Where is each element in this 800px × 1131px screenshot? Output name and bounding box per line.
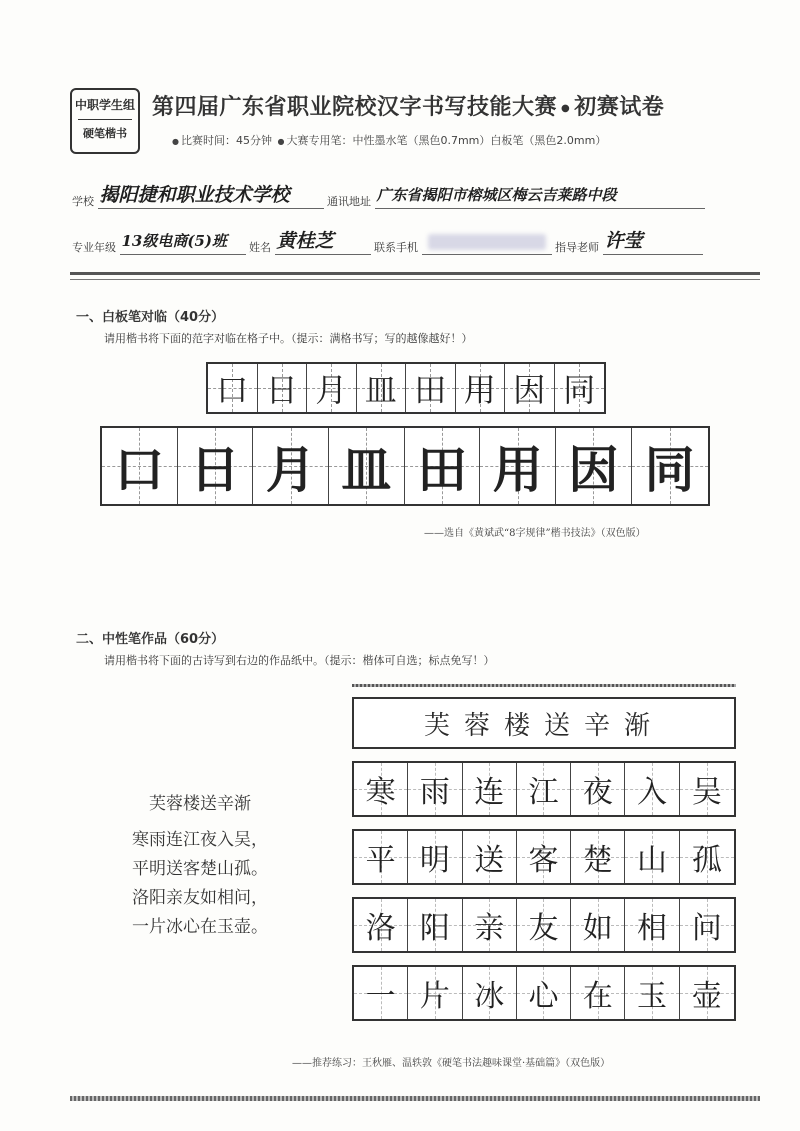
major-label: 专业年级 bbox=[72, 241, 116, 254]
form-row-student bbox=[72, 228, 703, 255]
paper-cell[interactable]: 入 bbox=[625, 763, 679, 815]
practice-char-cell[interactable]: 月 bbox=[253, 428, 329, 504]
practice-char-grid bbox=[100, 426, 710, 506]
paper-cell[interactable]: 寒 bbox=[354, 763, 408, 815]
paper-cell[interactable]: 吴 bbox=[680, 763, 734, 815]
badge-group-label: 中职学生组 bbox=[74, 98, 135, 112]
poem-title: 芙蓉楼送辛渐 bbox=[149, 794, 251, 814]
section1-heading: 一、白板笔对临（40分） bbox=[76, 310, 225, 325]
paper-cell[interactable]: 亲 bbox=[463, 899, 517, 951]
practice-char-cell[interactable]: 用 bbox=[480, 428, 556, 504]
paper-title[interactable]: 芙蓉楼送辛渐 bbox=[352, 697, 736, 749]
title-dot-icon: ● bbox=[561, 102, 571, 114]
model-char-cell: 日 bbox=[258, 364, 308, 412]
school-label: 学校 bbox=[72, 195, 94, 208]
model-char-cell: 因 bbox=[505, 364, 555, 412]
bullet-icon: ● bbox=[172, 137, 179, 146]
section2-heading: 二、中性笔作品（60分） bbox=[76, 632, 225, 647]
model-char-grid bbox=[206, 362, 606, 414]
paper-cell[interactable]: 如 bbox=[571, 899, 625, 951]
paper-row bbox=[352, 965, 736, 1021]
paper-row bbox=[352, 897, 736, 953]
model-char-cell: 田 bbox=[406, 364, 456, 412]
address-field[interactable]: 广东省揭阳市榕城区梅云吉莱路中段 bbox=[375, 182, 705, 209]
paper-cell[interactable]: 楚 bbox=[571, 831, 625, 883]
practice-char-cell[interactable]: 皿 bbox=[329, 428, 405, 504]
paper-cell[interactable]: 玉 bbox=[625, 967, 679, 1019]
badge-category-label: 硬笔楷书 bbox=[83, 127, 127, 140]
practice-char-cell[interactable]: 因 bbox=[556, 428, 632, 504]
paper-row bbox=[352, 761, 736, 817]
title-paper: 初赛试卷 bbox=[574, 95, 665, 120]
teacher-label: 指导老师 bbox=[555, 241, 599, 254]
page-title bbox=[152, 90, 752, 121]
practice-char-cell[interactable]: 同 bbox=[632, 428, 708, 504]
address-label: 通讯地址 bbox=[327, 195, 371, 208]
phone-field-redacted[interactable] bbox=[422, 228, 552, 255]
paper-cell[interactable]: 平 bbox=[354, 831, 408, 883]
paper-cell[interactable]: 送 bbox=[463, 831, 517, 883]
group-badge bbox=[70, 88, 140, 154]
poem-line: 平明送客楚山孤。 bbox=[132, 859, 268, 879]
poem-line: 一片冰心在玉壶。 bbox=[132, 917, 268, 937]
major-field[interactable]: 13级电商(5)班 bbox=[120, 228, 246, 255]
paper-cell[interactable]: 冰 bbox=[463, 967, 517, 1019]
paper-cell[interactable]: 客 bbox=[517, 831, 571, 883]
badge-divider bbox=[78, 119, 132, 120]
paper-cell[interactable]: 阳 bbox=[408, 899, 462, 951]
paper-cell[interactable]: 明 bbox=[408, 831, 462, 883]
title-main: 第四届广东省职业院校汉字书写技能大赛 bbox=[152, 95, 558, 120]
paper-cell[interactable]: 孤 bbox=[680, 831, 734, 883]
paper-row bbox=[352, 829, 736, 885]
paper-top-band bbox=[352, 684, 736, 687]
contest-info bbox=[170, 132, 606, 148]
divider-top-thin bbox=[70, 279, 760, 280]
model-char-cell: 口 bbox=[208, 364, 258, 412]
school-field[interactable]: 揭阳捷和职业技术学校 bbox=[98, 182, 324, 209]
model-char-cell: 月 bbox=[307, 364, 357, 412]
paper-cell[interactable]: 夜 bbox=[571, 763, 625, 815]
paper-cell[interactable]: 在 bbox=[571, 967, 625, 1019]
name-field[interactable]: 黄桂芝 bbox=[275, 228, 371, 255]
form-row-school bbox=[72, 182, 705, 209]
paper-cell[interactable]: 一 bbox=[354, 967, 408, 1019]
practice-char-cell[interactable]: 日 bbox=[178, 428, 254, 504]
paper-cell[interactable]: 洛 bbox=[354, 899, 408, 951]
section1-instruction: 请用楷书将下面的范字对临在格子中。（提示：满格书写；写的越像越好！） bbox=[104, 332, 473, 345]
section1-source: ——选自《黄斌武“8字规律”楷书技法》（双色版） bbox=[424, 528, 646, 539]
work-paper bbox=[352, 684, 736, 1021]
practice-char-cell[interactable]: 田 bbox=[405, 428, 481, 504]
paper-cell[interactable]: 江 bbox=[517, 763, 571, 815]
poem-text bbox=[132, 790, 268, 942]
phone-label: 联系手机 bbox=[374, 241, 418, 254]
bullet-icon: ● bbox=[277, 137, 285, 146]
model-char-cell: 皿 bbox=[357, 364, 407, 412]
paper-cell[interactable]: 连 bbox=[463, 763, 517, 815]
teacher-field[interactable]: 许莹 bbox=[603, 228, 703, 255]
paper-cell[interactable]: 友 bbox=[517, 899, 571, 951]
paper-cell[interactable]: 心 bbox=[517, 967, 571, 1019]
section2-source: ——推荐练习：王秋雁、温轶敦《硬笔书法趣味课堂·基础篇》（双色版） bbox=[292, 1058, 611, 1069]
paper-cell[interactable]: 片 bbox=[408, 967, 462, 1019]
pen-requirements: 大赛专用笔：中性墨水笔（黑色0.7mm）白板笔（黑色2.0mm） bbox=[286, 134, 607, 147]
poem-line: 洛阳亲友如相问， bbox=[132, 888, 268, 908]
model-char-cell: 用 bbox=[456, 364, 506, 412]
poem-line: 寒雨连江夜入吴， bbox=[132, 830, 268, 850]
paper-cell[interactable]: 山 bbox=[625, 831, 679, 883]
bottom-border bbox=[70, 1096, 760, 1101]
practice-char-cell[interactable]: 口 bbox=[102, 428, 178, 504]
section2-instruction: 请用楷书将下面的古诗写到右边的作品纸中。（提示：楷体可自选；标点免写！） bbox=[104, 654, 495, 667]
time-limit: 比赛时间：45分钟 bbox=[180, 134, 272, 147]
paper-cell[interactable]: 相 bbox=[625, 899, 679, 951]
model-char-cell: 同 bbox=[555, 364, 605, 412]
paper-cell[interactable]: 壶 bbox=[680, 967, 734, 1019]
paper-cell[interactable]: 雨 bbox=[408, 763, 462, 815]
paper-cell[interactable]: 问 bbox=[680, 899, 734, 951]
divider-top bbox=[70, 272, 760, 275]
name-label: 姓名 bbox=[249, 241, 271, 254]
